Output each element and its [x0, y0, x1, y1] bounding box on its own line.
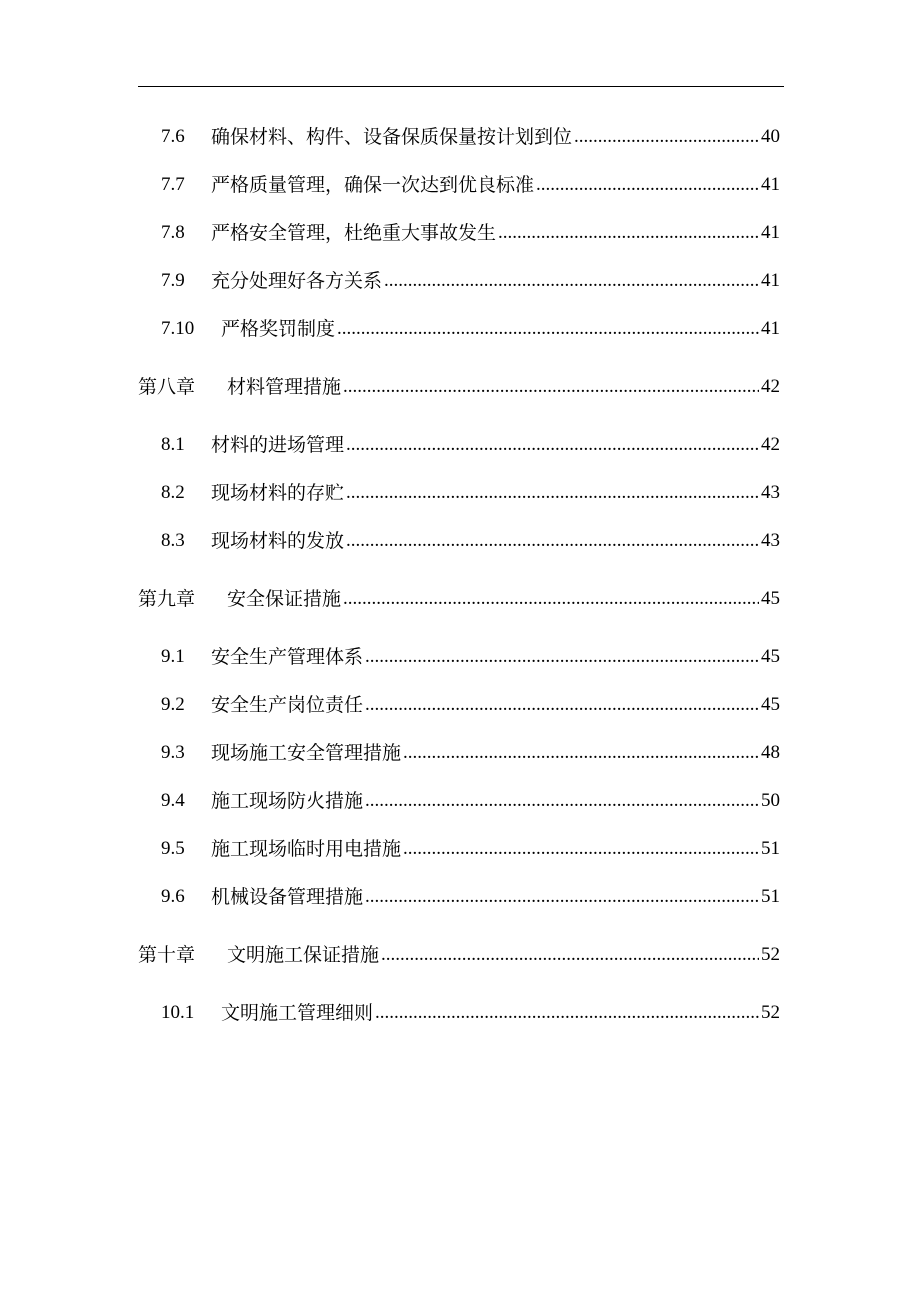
- toc-entry-number: 8.3: [161, 530, 185, 551]
- toc-entry-9-1[interactable]: [0, 638, 780, 668]
- toc-entry-10-1[interactable]: [0, 994, 780, 1024]
- toc-entry-7-8[interactable]: [0, 214, 780, 244]
- toc-entry-8-2[interactable]: [0, 474, 780, 504]
- toc-dot-leader: [346, 530, 759, 552]
- toc-entry-number: 9.3: [161, 742, 185, 763]
- toc-entry-page: 45: [761, 694, 780, 715]
- toc-chapter-title: 文明施工保证措施: [227, 944, 380, 966]
- toc-entry-title: 充分处理好各方关系: [211, 270, 383, 292]
- toc-entry-7-6[interactable]: [0, 118, 780, 148]
- toc-entry-number: 10.1: [161, 1002, 195, 1023]
- toc-entry-7-10[interactable]: [0, 310, 780, 340]
- toc-entry-9-4[interactable]: [0, 782, 780, 812]
- toc-entry-page: 43: [761, 530, 780, 551]
- toc-entry-title: 安全生产岗位责任: [211, 694, 364, 716]
- toc-entry-page: 40: [761, 126, 780, 147]
- toc-entry-9-5[interactable]: [0, 830, 780, 860]
- toc-entry-title: 现场施工安全管理措施: [211, 742, 402, 764]
- toc-dot-leader: [365, 646, 759, 668]
- toc-entry-title: 现场材料的存贮: [211, 482, 345, 504]
- toc-chapter-page: 52: [761, 944, 780, 965]
- toc-entry-title: 施工现场临时用电措施: [211, 838, 402, 860]
- toc-entry-9-3[interactable]: [0, 734, 780, 764]
- toc-entry-page: 48: [761, 742, 780, 763]
- toc-dot-leader: [536, 174, 759, 196]
- toc-dot-leader: [343, 588, 759, 610]
- toc-entry-title: 现场材料的发放: [211, 530, 345, 552]
- toc-chapter-page: 45: [761, 588, 780, 609]
- toc-entry-title: 安全生产管理体系: [211, 646, 364, 668]
- toc-dot-leader: [337, 318, 759, 340]
- toc-chapter-title: 材料管理措施: [227, 376, 342, 398]
- toc-entry-page: 41: [761, 222, 780, 243]
- toc-entry-title: 严格质量管理，确保一次达到优良标准: [211, 174, 535, 196]
- toc-dot-leader: [365, 790, 759, 812]
- toc-entry-number: 8.2: [161, 482, 185, 503]
- toc-dot-leader: [365, 886, 759, 908]
- toc-entry-title: 确保材料、构件、设备保质保量按计划到位: [211, 126, 573, 148]
- toc-dot-leader: [346, 434, 759, 456]
- toc-entry-title: 施工现场防火措施: [211, 790, 364, 812]
- toc-entry-title: 文明施工管理细则: [221, 1002, 374, 1024]
- toc-dot-leader: [375, 1002, 759, 1024]
- toc-entry-page: 51: [761, 838, 780, 859]
- toc-chapter-title: 安全保证措施: [227, 588, 342, 610]
- toc-entry-page: 50: [761, 790, 780, 811]
- toc-dot-leader: [384, 270, 759, 292]
- toc-chapter-page: 42: [761, 376, 780, 397]
- toc-dot-leader: [343, 376, 759, 398]
- toc-entry-8-3[interactable]: [0, 522, 780, 552]
- toc-entry-7-7[interactable]: [0, 166, 780, 196]
- toc-entry-number: 7.8: [161, 222, 185, 243]
- toc-dot-leader: [381, 944, 759, 966]
- toc-entry-title: 严格安全管理，杜绝重大事故发生: [211, 222, 497, 244]
- toc-entry-number: 7.7: [161, 174, 185, 195]
- toc-entry-page: 41: [761, 270, 780, 291]
- toc-entry-page: 41: [761, 174, 780, 195]
- toc-entry-number: 7.10: [161, 318, 195, 339]
- toc-chapter-8[interactable]: [0, 368, 780, 398]
- toc-entry-page: 42: [761, 434, 780, 455]
- toc-dot-leader: [403, 838, 759, 860]
- toc-entry-9-6[interactable]: [0, 878, 780, 908]
- toc-entry-number: 9.4: [161, 790, 185, 811]
- toc-dot-leader: [574, 126, 759, 148]
- toc-entry-page: 51: [761, 886, 780, 907]
- toc-chapter-10[interactable]: [0, 936, 780, 966]
- toc-entry-page: 43: [761, 482, 780, 503]
- toc-chapter-9[interactable]: [0, 580, 780, 610]
- toc-dot-leader: [498, 222, 759, 244]
- toc-chapter-number: 第十章: [138, 944, 196, 966]
- toc-entry-title: 材料的进场管理: [211, 434, 345, 456]
- toc-entry-number: 9.5: [161, 838, 185, 859]
- toc-chapter-number: 第八章: [138, 376, 196, 398]
- toc-entry-page: 52: [761, 1002, 780, 1023]
- toc-entry-number: 8.1: [161, 434, 185, 455]
- toc-entry-number: 9.6: [161, 886, 185, 907]
- toc-entry-title: 严格奖罚制度: [221, 318, 336, 340]
- toc-entry-number: 7.6: [161, 126, 185, 147]
- toc-dot-leader: [365, 694, 759, 716]
- toc-entry-page: 41: [761, 318, 780, 339]
- toc-entry-9-2[interactable]: [0, 686, 780, 716]
- toc-entry-number: 9.2: [161, 694, 185, 715]
- toc-entry-8-1[interactable]: [0, 426, 780, 456]
- toc-dot-leader: [403, 742, 759, 764]
- toc-entry-number: 7.9: [161, 270, 185, 291]
- toc-entry-7-9[interactable]: [0, 262, 780, 292]
- toc-entry-title: 机械设备管理措施: [211, 886, 364, 908]
- toc-dot-leader: [346, 482, 759, 504]
- toc-chapter-number: 第九章: [138, 588, 196, 610]
- toc-entry-number: 9.1: [161, 646, 185, 667]
- toc-entry-page: 45: [761, 646, 780, 667]
